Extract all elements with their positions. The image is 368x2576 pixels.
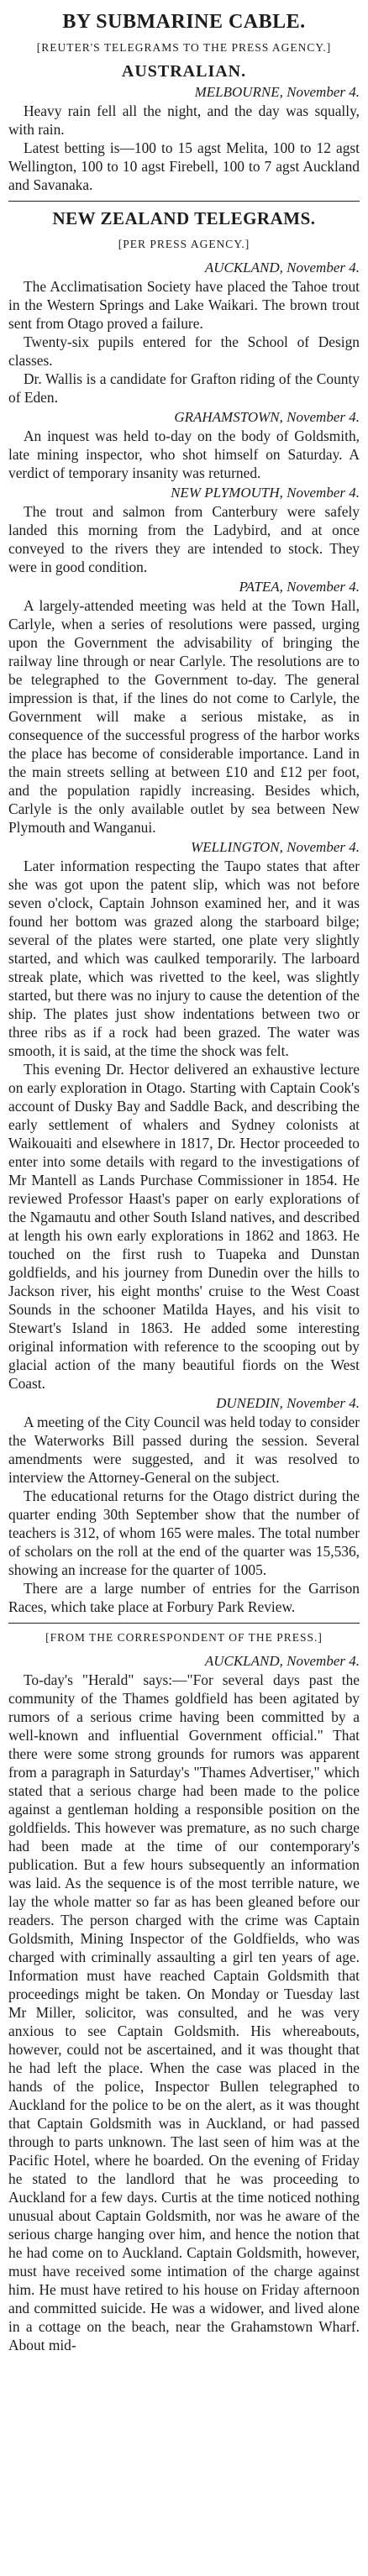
educational-returns-paragraph: The educational returns for the Otago district during the quarter ending 30th September show that the number of teachers is 312, of whom 165 were males. The total number of scholars on the roll at the end of the quarter was 15,536, showing an increase for the quarter of 1005. (8, 1487, 360, 1578)
garrison-races-paragraph: There are a large number of entries for the Garrison Races, which take place at Forbury Park Review. (8, 1580, 360, 1615)
new-plymouth-dateline: NEW PLYMOUTH, November 4. (171, 485, 360, 501)
waterworks-paragraph: A meeting of the City Council was held today to consider the Waterworks Bill passed during the session. Several amendments were suggested, and it was resolved to interview the Attorney-General on the subject. (8, 1414, 360, 1486)
dunedin-dateline: DUNEDIN, November 4. (216, 1395, 360, 1411)
patea-dateline: PATEA, November 4. (239, 579, 360, 595)
wellington-dateline: WELLINGTON, November 4. (191, 839, 360, 855)
dunedin-news (8, 1394, 360, 1616)
cable-heading: BY SUBMARINE CABLE. (62, 11, 306, 33)
weather-paragraph: Heavy rain fell all the night, and the day was squally, with rain. (8, 102, 360, 138)
australian-heading: AUSTRALIAN. (121, 62, 247, 81)
taupo-paragraph: Later information respecting the Taupo states that after she was got upon the patent slip, which was not before seven o'clock, Captain Johnson examined her, and it was found her bottom was grazed along the starboard bilge; several of the plates were started, one plate very slightly started, and which was caulked temporarily. The larboard streak plate, which was rivetted to the keel, was slightly started, but there was no injury to cause the detention of the ship. The plates just show indentations between two or three ribs as if a rock had been grazed. The water was smooth, it is said, at the time the shock was felt. (8, 858, 360, 1059)
grahamstown-dateline: GRAHAMSTOWN, November 4. (174, 409, 360, 425)
wellington-news (8, 838, 360, 1393)
grahamstown-news (8, 408, 360, 482)
carlyle-meeting-paragraph: A largely-attended meeting was held at the Town Hall, Carlyle, when a series of resolutions were passed, urging upon the Government the advisability of bringing the railway line through or near Carlyle. The resolutions are to be telegraphed to the Government to-day. The general impression is that, if the lines do not come to Carlyle, the Government will make a serious mistake, as in consequence of the successful progress of the harbor works the place has become of considerable importance. Land in the main streets selling at between £10 and £12 per foot, and the population rapidly increasing. Besides which, Carlyle is the only available outlet by sea between New Plymouth and Wanganui. (8, 597, 360, 836)
press-agency-credit: [PER PRESS AGENCY.] (118, 238, 250, 250)
inquest-paragraph: An inquest was held to-day on the body of Goldsmith, late mining inspector, who shot himself on Saturday. A verdict of temporary insanity was returned. (8, 428, 360, 481)
new-plymouth-news (8, 484, 360, 576)
auckland-dateline: AUCKLAND, November 4. (204, 260, 360, 275)
section-rule (8, 201, 360, 202)
auckland-news (8, 259, 360, 407)
trout-paragraph: The Acclimatisation Society have placed the Tahoe trout in the Western Springs and Lake Waikari. The brown trout sent from Otago proved a failure. (8, 278, 360, 332)
patea-news (8, 578, 360, 837)
hector-lecture-paragraph: This evening Dr. Hector delivered an exhaustive lecture on early exploration in Otago. Starting with Captain Cook's account of Dusky Bay and Saddle Back, and describing the early settlement of whalers and Sydney colonists at Waikouaiti and elsewhere in 1817, Dr. Hector proceeded to enter into some details with regard to the investigations of Mr Mantell as Lands Purchase Commissioner in 1854. He reviewed Professor Haast's paper on early explorations of the Ngamautu and other South Island natives, and described at length his own early explorations in 1862 and 1863. He touched on the first rush to Tuapeka and Dunstan goldfields, and his journey from Dunedin over the hills to Jackson river, his eight months' cruise to the West Coast Sounds in the schooner Matilda Hayes, and his visit to Stewart's Island in 1863. He added some interesting original information with reference to the scooping out by glacial action of the many beautiful fiords on the West Coast. (8, 1061, 360, 1392)
nz-telegrams-heading: NEW ZEALAND TELEGRAMS. (52, 208, 316, 228)
reuters-credit: [REUTER'S TELEGRAMS TO THE PRESS AGENCY.] (36, 41, 332, 54)
betting-paragraph: Latest betting is—100 to 15 agst Melita, 100 to 12 agst Wellington, 100 to 10 agst Firebell, 100 to 7 agst Auckland and Savanaka. (8, 139, 360, 193)
section-rule-2 (8, 1623, 360, 1624)
pupils-paragraph: Twenty-six pupils entered for the School of Design classes. (8, 333, 360, 369)
herald-paragraph: To-day's "Herald" says:—"For several days past the community of the Thames goldfield has been agitated by rumors of a serious crime having been committed by a well-known and influential Government official." That there were some strong grounds for rumors was apparent from a paragraph in Saturday's "Thames Advertiser," which stated that a serious charge had been made to the police against a gentleman holding a responsible position on the goldfields. This however was premature, as no such charge had been made at the time of our contemporary's publication. But a few hours subsequently an information was laid. As the sequence is of the most terrible nature, we lay the whole matter so far as has been gleaned before our readers. The person charged with the crime was Captain Goldsmith, Mining Inspector of the Goldfields, who was charged with criminally assaulting a girl ten years of age. Information must have reached Captain Goldsmith that proceedings might be taken. On Monday or Tuesday last Mr Miller, solicitor, was consulted, and he was very anxious to see Captain Goldsmith. His whereabouts, however, could not be ascertained, and it was thought that he had left the place. When the case was placed in the hands of the police, Inspector Bullen telegraphed to Auckland for the police to be on the alert, as it was thought that Captain Goldsmith was in Auckland, or had passed through to parts unknown. The last seen of him was at the Pacific Hotel, where he boarded. On the evening of Friday he stated to the landlord that he was proceeding to Auckland for a few days. Curtis at the time noticed nothing unusual about Captain Goldsmith, nor was he aware of the serious charge hanging over him, and hence the notion that he had come on to Auckland. Captain Goldsmith, however, must have received some intimation of the charge against him. He must have retired to his house on Friday afternoon and committed suicide. He was a widower, and lived alone in a cottage on the beach, near the Grahamstown Wharf. About mid- (8, 1671, 360, 2353)
correspondent-credit: [FROM THE CORRESPONDENT OF THE PRESS.] (45, 1631, 323, 1644)
wallis-paragraph: Dr. Wallis is a candidate for Grafton riding of the County of Eden. (8, 370, 360, 406)
salmon-paragraph: The trout and salmon from Canterbury were safely landed this morning from the Ladybird, and at once conveyed to the rivers they are intended to stock. They were in good condition. (8, 503, 360, 575)
correspondent-auckland-dateline: AUCKLAND, November 4. (204, 1653, 360, 1669)
melbourne-dateline: MELBOURNE, November 4. (194, 84, 360, 100)
